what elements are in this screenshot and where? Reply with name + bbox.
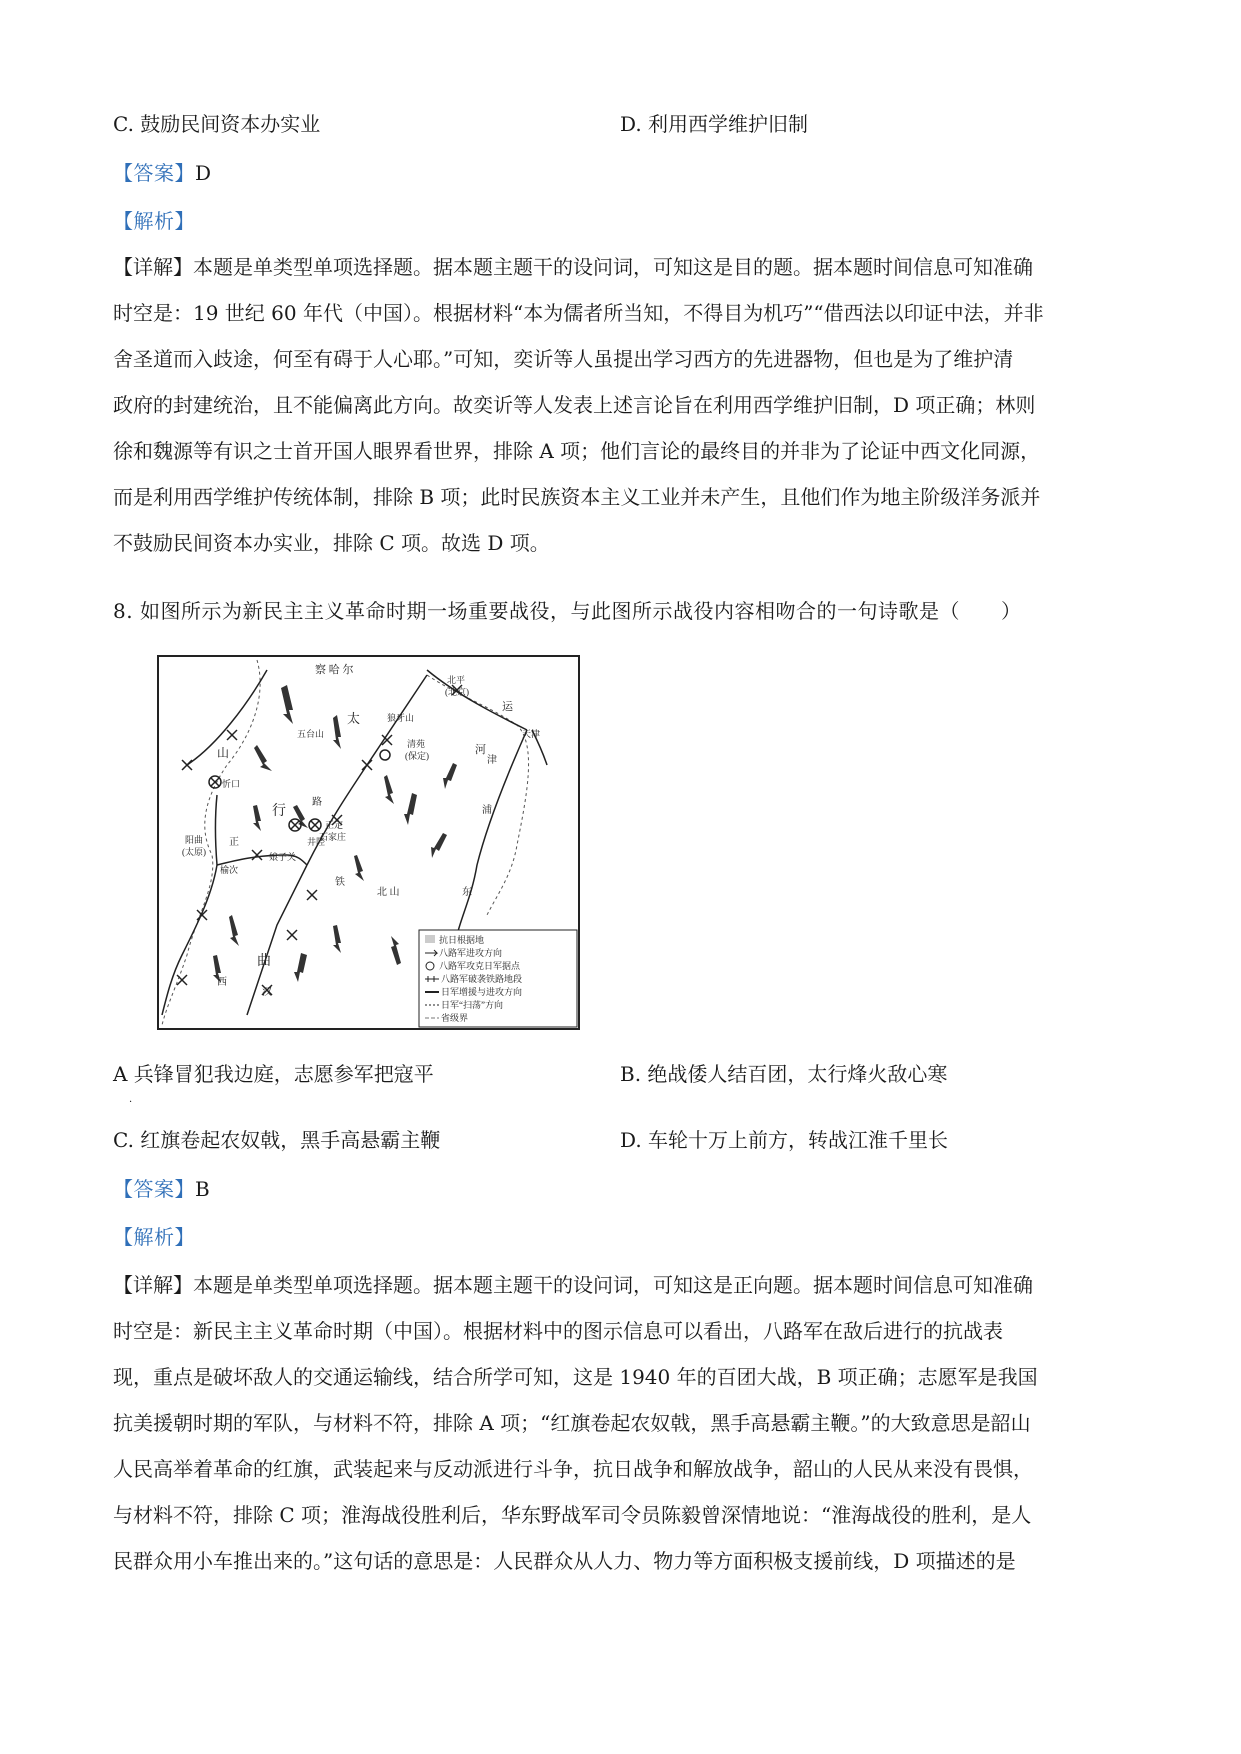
map-label: 行 <box>272 804 286 819</box>
map-label: 浦 <box>482 805 492 816</box>
map-label: 忻口 <box>222 779 241 789</box>
q7-option-c: C. 鼓励民间资本办实业 <box>113 112 321 136</box>
map-label: 西 <box>217 977 227 988</box>
detail-line: 民群众用小车推出来的。”这句话的意思是：人民群众从人力、物力等方面积极支援前线，D 项描述的是 <box>113 1549 1016 1573</box>
map-label: 正 <box>229 837 239 848</box>
answer-label: 【答案】 <box>113 1177 195 1201</box>
map-label: 太 <box>347 711 361 726</box>
q8-option-b: B. 绝战倭人结百团，太行烽火敌心寒 <box>620 1062 948 1086</box>
map-label: 铁 <box>335 877 345 888</box>
q7-detail <box>113 244 1133 566</box>
q8-option-a: A 兵锋冒犯我边庭，志愿参军把寇平 <box>113 1062 434 1086</box>
detail-label: 【详解】 <box>113 255 193 279</box>
legend-item: 日军“扫荡”方向 <box>441 1000 503 1010</box>
legend-item: 日军增援与进攻方向 <box>441 987 523 997</box>
map-label: 运 <box>502 701 513 713</box>
legend-item: 抗日根据地 <box>439 935 485 945</box>
legend-swatch-base <box>425 935 435 943</box>
map-label: 榆次 <box>220 865 239 875</box>
map-label: 北平 <box>447 675 466 685</box>
map-label: 清苑 <box>407 739 426 749</box>
map-label: 阳曲 <box>185 835 204 845</box>
map-label: 天津 <box>522 729 541 739</box>
map-label: 曲 <box>257 954 271 969</box>
q8-analysis-label: 【解析】 <box>113 1225 195 1249</box>
map-label: 狼牙山 <box>387 713 415 723</box>
map-label: 津 <box>487 755 497 766</box>
legend-item: 八路军进攻方向 <box>439 948 503 958</box>
map-label: 五台山 <box>297 729 325 739</box>
legend-item: 八路军破袭铁路地段 <box>441 974 523 984</box>
map-label: 正定 <box>325 820 344 830</box>
legend-item: 省级界 <box>441 1013 469 1023</box>
q8-stem: 8. 如图所示为新民主主义革命时期一场重要战役，与此图所示战役内容相吻合的一句诗歌是（ ） <box>113 599 1022 623</box>
detail-line: 时空是：19 世纪 60 年代（中国）。根据材料“本为儒者所当知，不得目为机巧”“借西法以印证中法，并非 <box>113 301 1044 325</box>
detail-label: 【详解】 <box>113 1273 193 1297</box>
map-label: 北 山 <box>377 887 400 898</box>
map-label: 东 <box>462 887 472 898</box>
stray-dot-mark: · <box>129 1097 133 1108</box>
detail-line: 而是利用西学维护传统体制，排除 B 项；此时民族资本主义工业并未产生，且他们作为地主阶级洋务派并 <box>113 485 1041 509</box>
map-label: 河 <box>475 744 486 756</box>
q8-answer <box>113 1173 210 1202</box>
battle-map <box>157 655 580 1030</box>
map-label: (北京) <box>445 687 469 697</box>
q7-analysis-label: 【解析】 <box>113 209 195 233</box>
q7-answer <box>113 157 212 186</box>
map-label: (保定) <box>405 751 429 761</box>
detail-line: 人民高举着革命的红旗，武装起来与反动派进行斗争，抗日战争和解放战争，韶山的人民从来没有畏惧， <box>113 1457 1033 1481</box>
map-label: 路 <box>312 797 322 808</box>
answer-label: 【答案】 <box>113 161 195 185</box>
legend-item: 八路军攻克日军据点 <box>439 961 521 971</box>
detail-line: 【详解】本题是单类型单项选择题。据本题主题干的设问词，可知这是正向题。据本题时间信息可知准确 <box>113 1273 1033 1297</box>
detail-line: 徐和魏源等有识之士首开国人眼界看世界，排除 A 项；他们言论的最终目的并非为了论证中西文化同源， <box>113 439 1041 463</box>
detail-line: 不鼓励民间资本办实业，排除 C 项。故选 D 项。 <box>113 531 550 555</box>
q7-option-d: D. 利用西学维护旧制 <box>620 112 809 136</box>
detail-line: 与材料不符，排除 C 项；淮海战役胜利后，华东野战军司令员陈毅曾深情地说：“淮海战役的胜利，是人 <box>113 1503 1032 1527</box>
detail-line: 【详解】本题是单类型单项选择题。据本题主题干的设问词，可知这是目的题。据本题时间信息可知准确 <box>113 255 1033 279</box>
detail-line: 政府的封建统治，且不能偏离此方向。故奕䜣等人发表上述言论旨在利用西学维护旧制，D 项正确；林则 <box>113 393 1036 417</box>
map-label: 石家庄 <box>319 832 347 842</box>
q8-detail <box>113 1262 1133 1584</box>
detail-line: 现，重点是破坏敌人的交通运输线，结合所学可知，这是 1940 年的百团大战，B 项正确；志愿军是我国 <box>113 1365 1038 1389</box>
map-label: 汉 <box>262 987 272 998</box>
map-label: 娘子关 <box>269 852 297 862</box>
detail-line: 时空是：新民主主义革命时期（中国）。根据材料中的图示信息可以看出，八路军在敌后进行的抗战表 <box>113 1319 1003 1343</box>
detail-line: 舍圣道而入歧途，何至有碍于人心耶。”可知，奕䜣等人虽提出学习西方的先进器物，但也是为了维护清 <box>113 347 1014 371</box>
q8-option-c: C. 红旗卷起农奴戟，黑手高悬霸主鞭 <box>113 1128 441 1152</box>
map-label: 察 哈 尔 <box>315 664 354 676</box>
q8-option-d: D. 车轮十万上前方，转战江淮千里长 <box>620 1128 949 1152</box>
map-label: 山 <box>217 746 230 760</box>
detail-line: 抗美援朝时期的军队，与材料不符，排除 A 项；“红旗卷起农奴戟，黑手高悬霸主鞭。”的大致意思是韶山 <box>113 1411 1031 1435</box>
map-legend <box>419 930 577 1027</box>
answer-value: B <box>195 1177 211 1201</box>
map-label: (太原) <box>182 847 206 857</box>
answer-value: D <box>195 161 212 185</box>
map-label: 井陉 <box>307 837 326 847</box>
